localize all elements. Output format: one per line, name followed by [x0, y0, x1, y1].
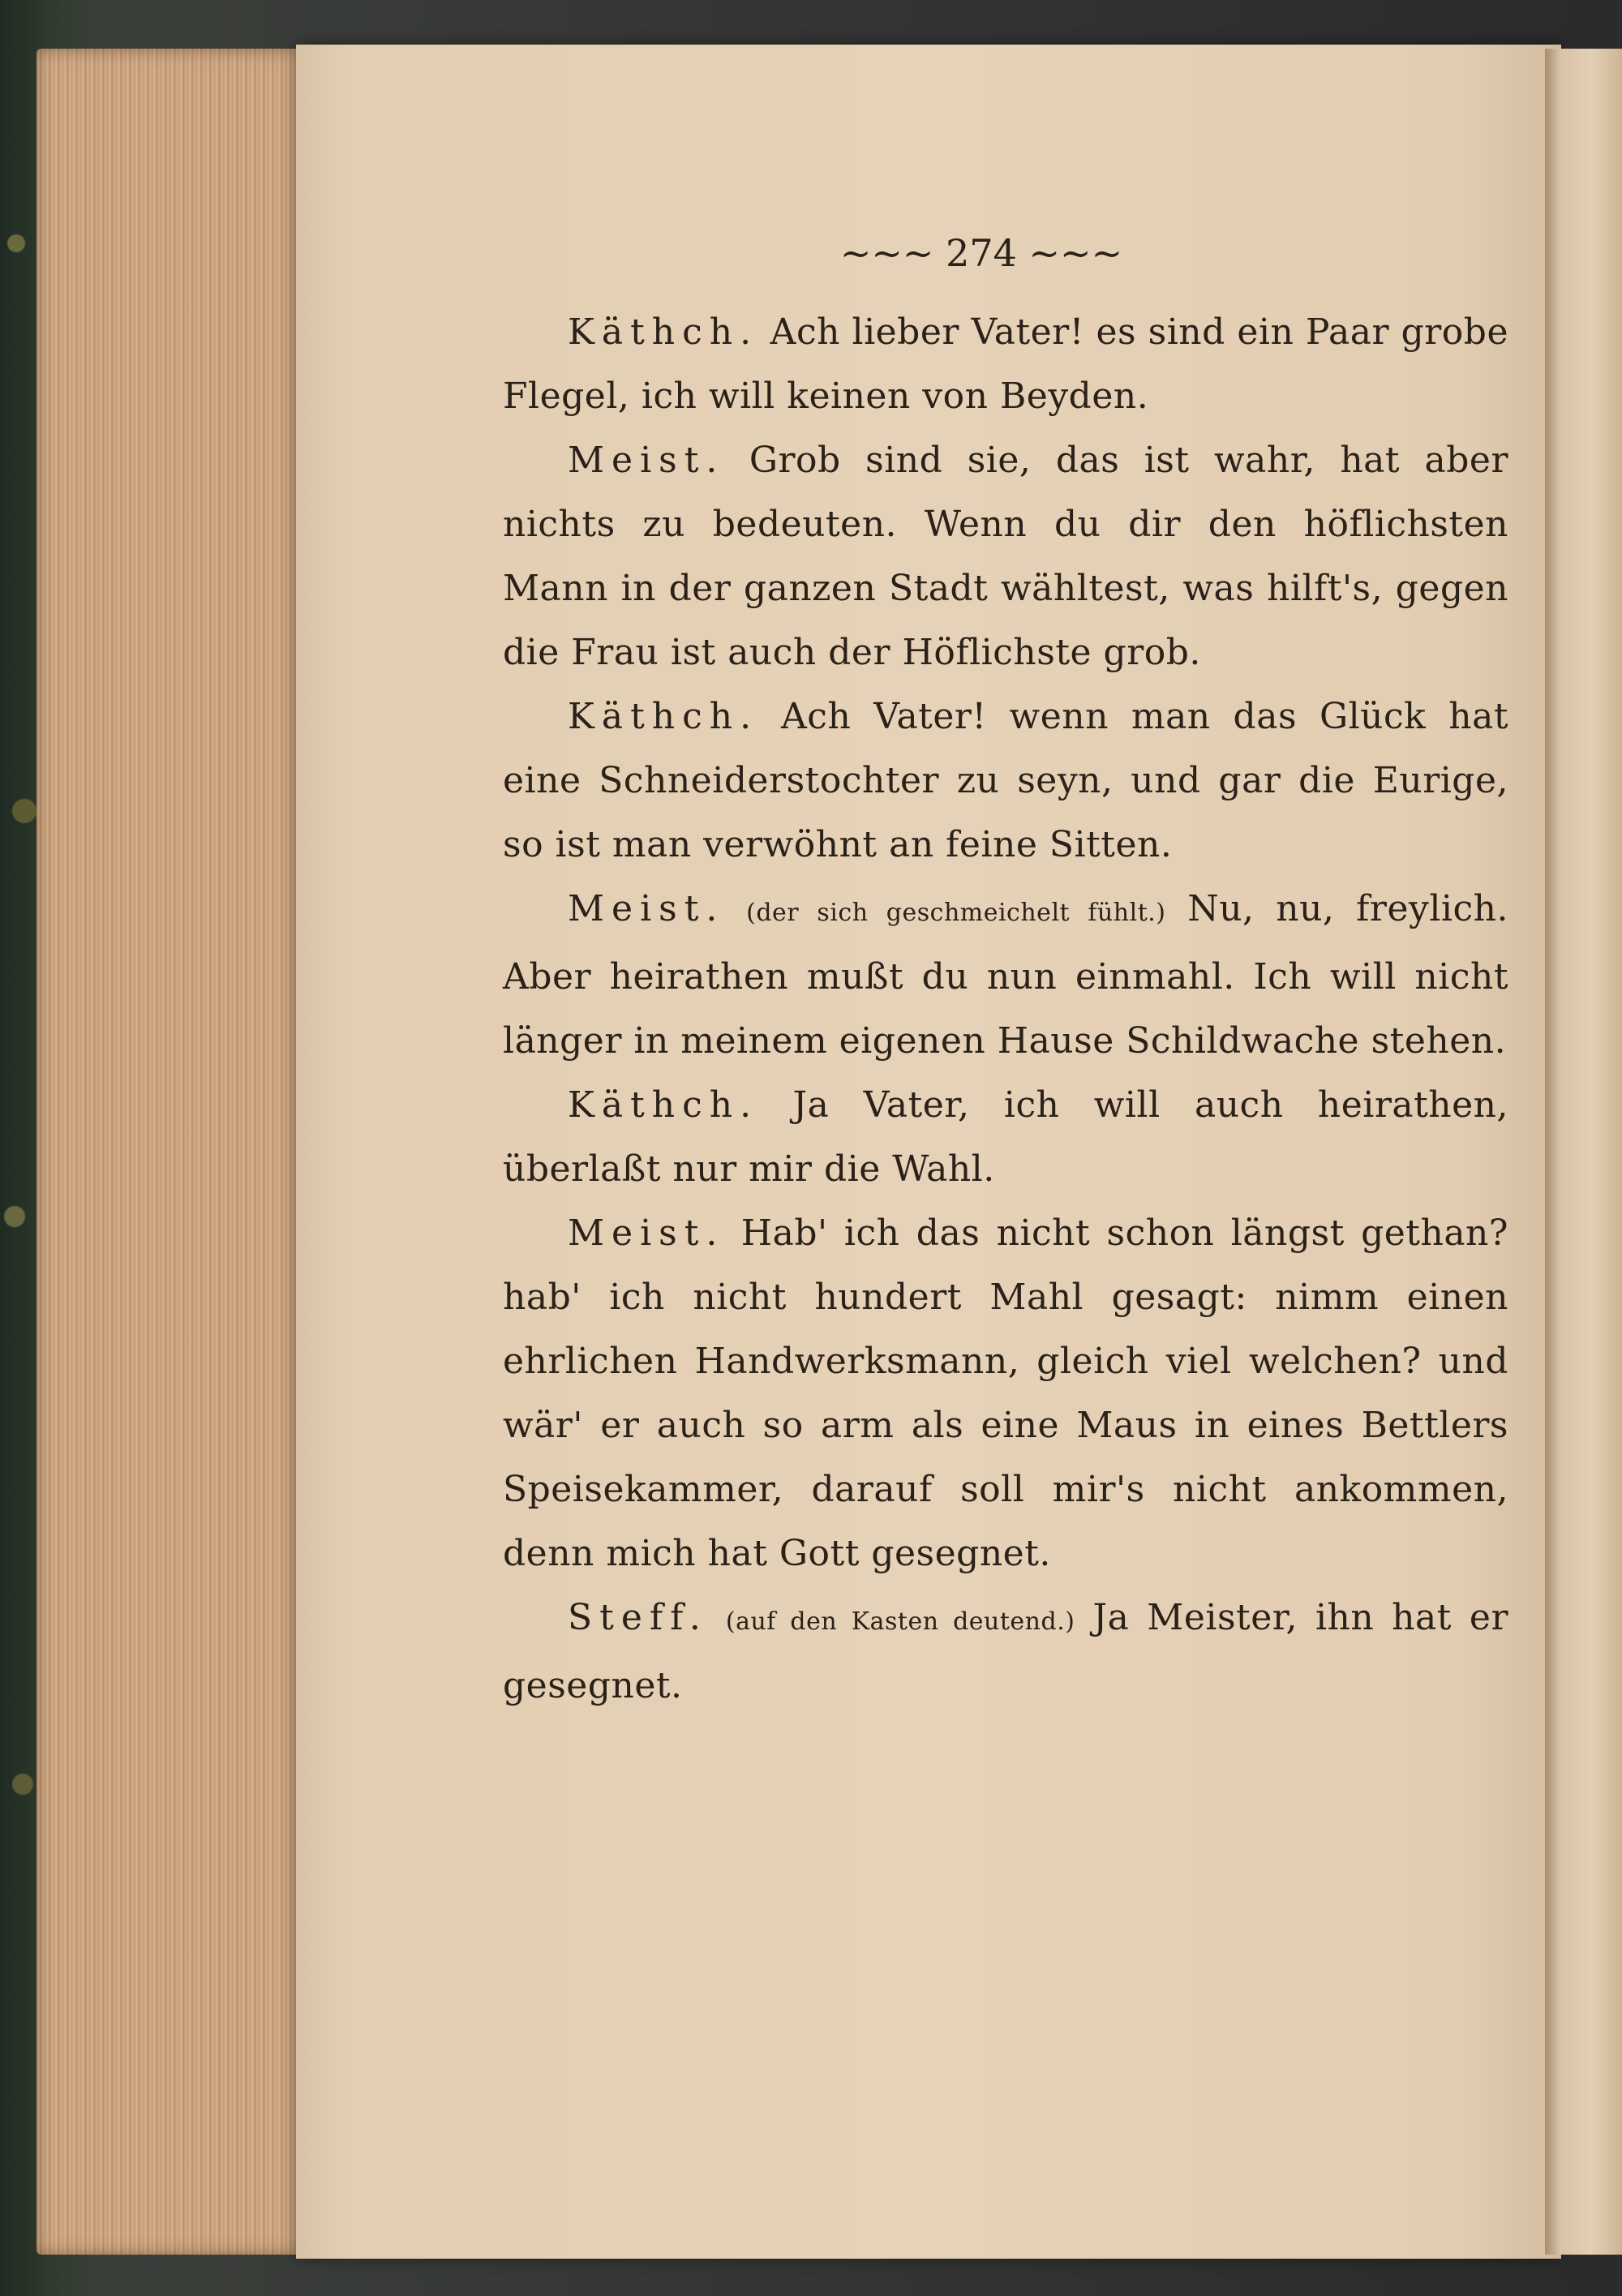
dialogue-paragraph: [503, 1073, 1508, 1201]
page-number: ~~~ 274 ~~~: [839, 231, 1123, 275]
speaker-name: Meist.: [568, 888, 725, 929]
page-text: [503, 235, 1508, 1718]
dialogue-paragraph: [503, 1201, 1508, 1586]
page-edges: [36, 49, 312, 2255]
dialogue-text: Ja Meister, ihn hat er gesegnet.: [503, 1597, 1508, 1706]
facing-page-edge: [1545, 49, 1622, 2255]
dialogue-text: Grob sind sie, das ist wahr, hat aber nichts zu bedeuten. Wenn du dir den höflichsten Mann in der ganzen Stadt wähltest, was hilft's, gegen die Frau ist auch der Höflichste grob.: [503, 440, 1508, 673]
dialogue-paragraph: [503, 428, 1508, 685]
dialogue-paragraph: [503, 685, 1508, 877]
dialogue-paragraph: [503, 1586, 1508, 1718]
dialogue-paragraph: [503, 877, 1508, 1073]
speaker-name: Steff.: [568, 1597, 708, 1638]
dialogue-text: Ja Vater, ich will auch heirathen, überlaßt nur mir die Wahl.: [503, 1084, 1508, 1190]
dialogue-text: Ach lieber Vater! es sind ein Paar grobe Flegel, ich will keinen von Beyden.: [503, 311, 1508, 417]
speaker-name: Meist.: [568, 440, 725, 481]
dialogue-paragraph: [503, 300, 1508, 428]
speaker-name: Käthch.: [568, 696, 759, 737]
dialogue-text: Nu, nu, freylich. Aber heirathen mußt du nun einmahl. Ich will nicht länger in meinem eigenen Hause Schildwache stehen.: [503, 888, 1508, 1062]
stage-direction: (auf den Kasten deutend.): [725, 1607, 1075, 1636]
speaker-name: Meist.: [568, 1212, 725, 1254]
speaker-name: Käthch.: [568, 311, 759, 353]
stage-direction: (der sich geschmeichelt fühlt.): [746, 899, 1166, 927]
speaker-name: Käthch.: [568, 1084, 759, 1126]
dialogue-text: Hab' ich das nicht schon längst gethan? hab' ich nicht hundert Mahl gesagt: nimm einen ehrlichen Handwerksmann, gleich viel welchen? und wär' er auch so arm als eine Maus in eines Bettlers Speisekammer, darauf soll mir's nicht ankommen, denn mich hat Gott gesegnet.: [503, 1212, 1508, 1574]
dialogue-text: Ach Vater! wenn man das Glück hat eine Schneiderstochter zu seyn, und gar die Eurige, so ist man verwöhnt an feine Sitten.: [503, 696, 1508, 865]
